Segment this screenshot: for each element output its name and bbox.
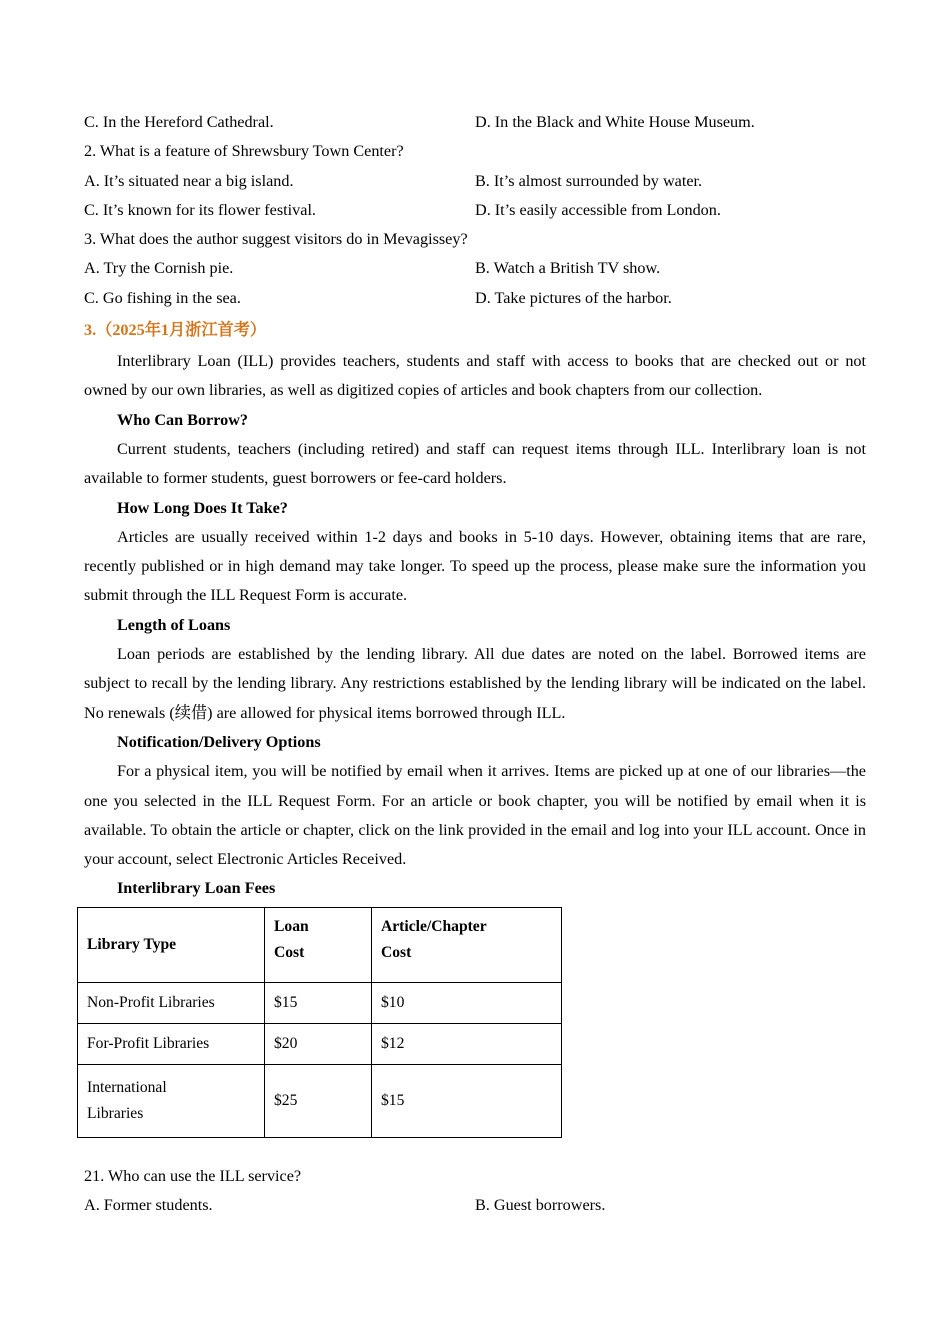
section-heading-who-can-borrow: Who Can Borrow?: [117, 410, 249, 429]
cell-library-type: [78, 982, 265, 1023]
top-questions-block: [84, 108, 866, 313]
option-b: D. It’s easily accessible from London.: [475, 200, 721, 219]
question-stem: 21. Who can use the ILL service?: [84, 1166, 302, 1185]
option-row: [84, 167, 866, 196]
cell-library-type: [78, 1064, 265, 1137]
option-row: [84, 284, 866, 313]
source-heading: 3.（2025年1月浙江首考）: [84, 321, 267, 340]
option-a: A. Former students.: [84, 1196, 213, 1215]
passage-intro: Interlibrary Loan (ILL) provides teachers, students and staff with access to books that are checked out or not owned by our own libraries, as well as digitized copies of articles and book chapters from our collection.: [84, 352, 866, 400]
fees-table-wrapper: [84, 907, 866, 1138]
cell-loan-cost: $15: [265, 982, 372, 1023]
question-stem: 2. What is a feature of Shrewsbury Town Center?: [84, 142, 404, 161]
option-a: C. In the Hereford Cathedral.: [84, 113, 274, 131]
cell-loan-cost: $25: [265, 1064, 372, 1137]
column-header-library-type-line1: Library Type: [87, 935, 177, 953]
option-b: B. It’s almost surrounded by water.: [475, 171, 703, 190]
table-header-row: [78, 907, 562, 982]
table-row: [78, 982, 562, 1023]
column-header-library-type: [78, 907, 265, 982]
tail-question-block: [84, 1162, 866, 1221]
option-row: [84, 1191, 866, 1220]
reading-passage: [84, 347, 866, 1138]
cell-loan-cost: $20: [265, 1023, 372, 1064]
option-row: [84, 254, 866, 283]
option-a: C. Go fishing in the sea.: [84, 288, 241, 307]
section-heading-how-long: How Long Does It Take?: [117, 498, 288, 517]
question-stem: 3. What does the author suggest visitors do in Mevagissey?: [84, 230, 468, 249]
interlibrary-loan-fees-table: [77, 907, 562, 1138]
column-header-loan-cost: [265, 907, 372, 982]
option-b: D. In the Black and White House Museum.: [475, 113, 755, 131]
option-b: D. Take pictures of the harbor.: [475, 288, 672, 307]
option-row: [84, 196, 866, 225]
section-body-length-of-loans: Loan periods are established by the lending library. All due dates are noted on the label. Borrowed items are subject to recall by the lending library. Any restrictions established by the lending library will be indicated on the label. No renewals (续借) are allowed for physical items borrowed through ILL.: [84, 645, 866, 722]
cell-library-type-line1: For-Profit Libraries: [87, 1034, 210, 1052]
section-heading-fees: Interlibrary Loan Fees: [117, 879, 276, 898]
column-header-loan-cost-line2: Cost: [274, 943, 305, 961]
option-b: B. Guest borrowers.: [475, 1196, 606, 1215]
option-b: B. Watch a British TV show.: [475, 259, 661, 278]
section-body-how-long: Articles are usually received within 1-2 days and books in 5-10 days. However, obtaining items that are rare, recently published or in high demand may take longer. To speed up the process, please make sure the information you submit through the ILL Request Form is accurate.: [84, 527, 866, 605]
cell-article-cost: $12: [372, 1023, 562, 1064]
section-body-who-can-borrow: Current students, teachers (including retired) and staff can request items through ILL. Interlibrary loan is not available to former students, guest borrowers or fee-card holders.: [84, 439, 866, 488]
column-header-article-cost-line1: Article/Chapter: [381, 917, 487, 935]
page-content: [84, 108, 866, 1220]
table-row: [78, 1064, 562, 1137]
section-body-notification: For a physical item, you will be notified by email when it arrives. Items are picked up at one of our libraries—the one you selected in the ILL Request Form. For an article or book chapter, you will be notified by email when it is available. To obtain the article or chapter, click on the link provided in the email and log into your ILL account. Once in your account, select Electronic Articles Received.: [84, 762, 866, 869]
option-a: C. It’s known for its flower festival.: [84, 200, 316, 219]
option-a: A. It’s situated near a big island.: [84, 171, 294, 190]
column-header-article-cost-line2: Cost: [381, 943, 412, 961]
cell-library-type-line1: Non-Profit Libraries: [87, 993, 215, 1011]
cell-library-type-line1: International: [87, 1078, 167, 1096]
section-heading-length-of-loans: Length of Loans: [117, 615, 231, 634]
option-row: [84, 108, 866, 137]
cell-article-cost: $15: [372, 1064, 562, 1137]
option-a: A. Try the Cornish pie.: [84, 259, 234, 278]
section-heading-notification: Notification/Delivery Options: [117, 732, 321, 751]
column-header-article-chapter-cost: [372, 907, 562, 982]
cell-library-type-line2: Libraries: [87, 1104, 144, 1122]
cell-library-type: [78, 1023, 265, 1064]
column-header-loan-cost-line1: Loan: [274, 917, 309, 935]
cell-article-cost: $10: [372, 982, 562, 1023]
table-row: [78, 1023, 562, 1064]
